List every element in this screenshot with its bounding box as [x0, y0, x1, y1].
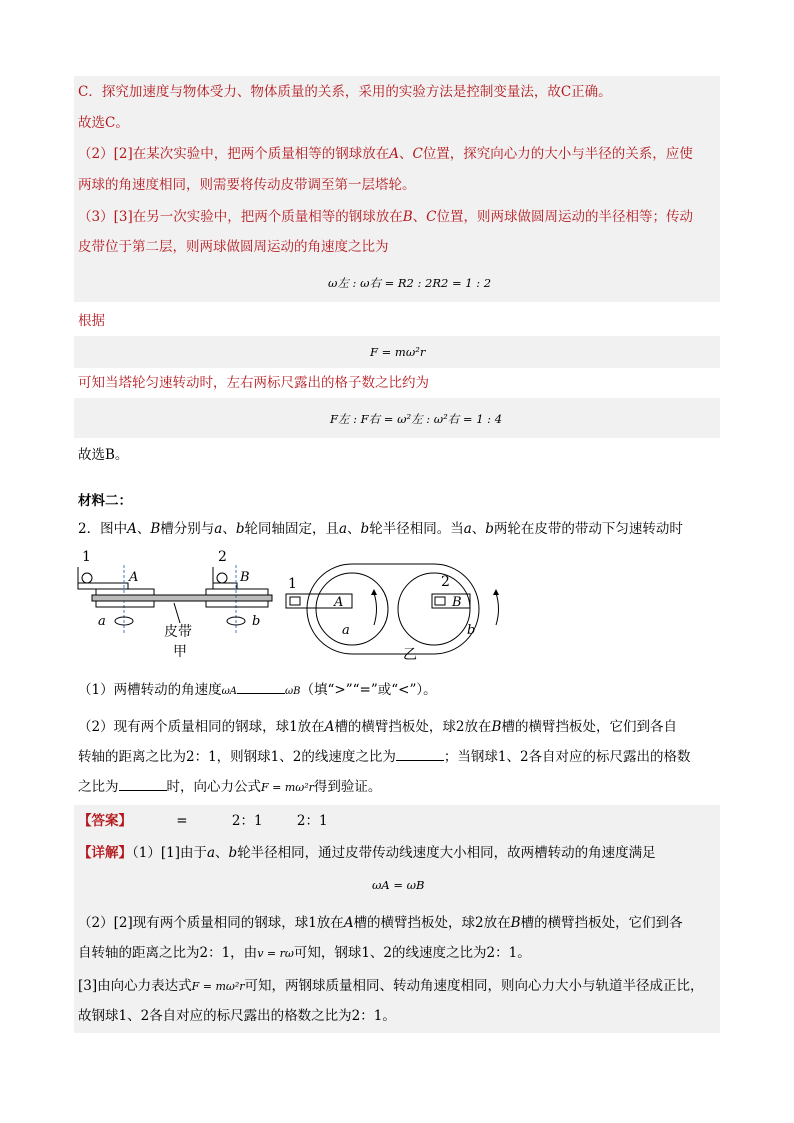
- belt-jia: [92, 595, 272, 601]
- label-1: 1: [82, 549, 91, 565]
- label-a: a: [98, 614, 106, 629]
- label-b-yi: b: [467, 623, 476, 638]
- detail3-line2: 故钢球1、2各自对应的标尺露出的格数之比为2：1。: [78, 1008, 396, 1024]
- slot-b-bar: [432, 594, 470, 608]
- label-2: 2: [218, 549, 227, 565]
- answer-1: =: [176, 813, 188, 829]
- option-c-line: C．探究加速度与物体受力、物体质量的关系，采用的实验方法是控制变量法，故C正确。: [78, 84, 612, 100]
- label-A: A: [129, 570, 139, 585]
- part2-line2: 两球的角速度相同，则需要将传动皮带调至第一层塔轮。: [78, 177, 416, 193]
- choose-c-line: 故选C。: [78, 115, 129, 131]
- wheel-a: [316, 573, 388, 645]
- equation-omega-equal: ωA = ωB: [372, 878, 425, 892]
- choose-b-line: 故选B。: [78, 447, 129, 463]
- figure-jia: [78, 549, 272, 660]
- part3-line2: 皮带位于第二层，则两球做圆周运动的角速度之比为: [78, 239, 389, 255]
- answer-3: 2：1: [296, 813, 328, 829]
- subquestion-1: （1）两槽转动的角速度ωA ωB（填“>”“=”或“<”）。: [78, 682, 437, 698]
- label-yi: 乙: [403, 647, 417, 663]
- label-a-yi: a: [342, 623, 350, 638]
- equation-force-ratio: F左 : F右 = ω²左 : ω²右 = 1 : 4: [330, 412, 503, 426]
- detail3-line1: [3]由向心力表达式F = mω²r可知，两钢球质量相同、转动角速度相同，则向心力大小与轨道半径成正比，: [78, 978, 704, 994]
- subquestion-2-line3: 之比为 时，向心力公式F = mω²r得到验证。: [78, 779, 382, 795]
- kezhi-line: 可知当塔轮匀速转动时，左右两标尺露出的格子数之比约为: [78, 375, 429, 391]
- answer-2: 2：1: [231, 813, 263, 829]
- label-jia: 甲: [173, 644, 187, 660]
- part2-line1: （2）[2]在某次实验中，把两个质量相等的钢球放在A、C位置，探究向心力的大小与半径的关系，应使: [78, 146, 693, 162]
- answer-blank-3[interactable]: [119, 778, 167, 791]
- label-belt: 皮带: [164, 624, 192, 640]
- label-b: b: [252, 614, 261, 629]
- material-two-title: 材料二：: [78, 493, 132, 509]
- answer-blank-2[interactable]: [396, 748, 444, 761]
- subquestion-2-line1: （2）现有两个质量相同的钢球，球1放在A槽的横臂挡板处，球2放在B槽的横臂挡板处，它们到各自: [78, 719, 677, 735]
- answer-blank-1[interactable]: [237, 681, 285, 694]
- label-B: B: [240, 570, 250, 585]
- experiment-figure: [76, 545, 516, 665]
- slot-b-arm: [213, 583, 237, 589]
- label-1-yi: 1: [288, 576, 297, 592]
- part3-line1: （3）[3]在另一次实验中，把两个质量相等的钢球放在B、C位置，则两球做圆周运动的半径相等；传动: [78, 209, 693, 225]
- slot-a-arm: [78, 583, 128, 589]
- equation-angular-ratio: ω左 : ω右 = R2 : 2R2 = 1 : 2: [328, 276, 492, 290]
- label-A-yi: A: [334, 595, 344, 610]
- question-2-line: 2．图中A、B槽分别与a、b轮同轴固定，且a、b轮半径相同。当a、b两轮在皮带的带动下匀速转动时: [78, 521, 683, 537]
- label-2-yi: 2: [441, 574, 450, 590]
- equation-centripetal: F = mω²r: [370, 345, 426, 359]
- label-B-yi: B: [452, 595, 462, 610]
- answer-line: 【答案】 = 2：1 2：1: [78, 813, 328, 829]
- subquestion-2-line2: 转轴的距离之比为2：1，则钢球1、2的线速度之比为 ；当钢球1、2各自对应的标尺露出的格数: [78, 749, 691, 765]
- figure-yi: [286, 564, 499, 663]
- genju-line: 根据: [78, 313, 105, 329]
- detail2-line2: 自转轴的距离之比为2：1，由v = rω可知，钢球1、2的线速度之比为2：1。: [78, 945, 531, 961]
- detail2-line1: （2）[2]现有两个质量相同的钢球，球1放在A槽的横臂挡板处，球2放在B槽的横臂挡板处，它们到各: [78, 915, 683, 931]
- detail-line1: 【详解】（1）[1]由于a、b轮半径相同，通过皮带传动线速度大小相同，故两槽转动的角速度满足: [78, 845, 656, 861]
